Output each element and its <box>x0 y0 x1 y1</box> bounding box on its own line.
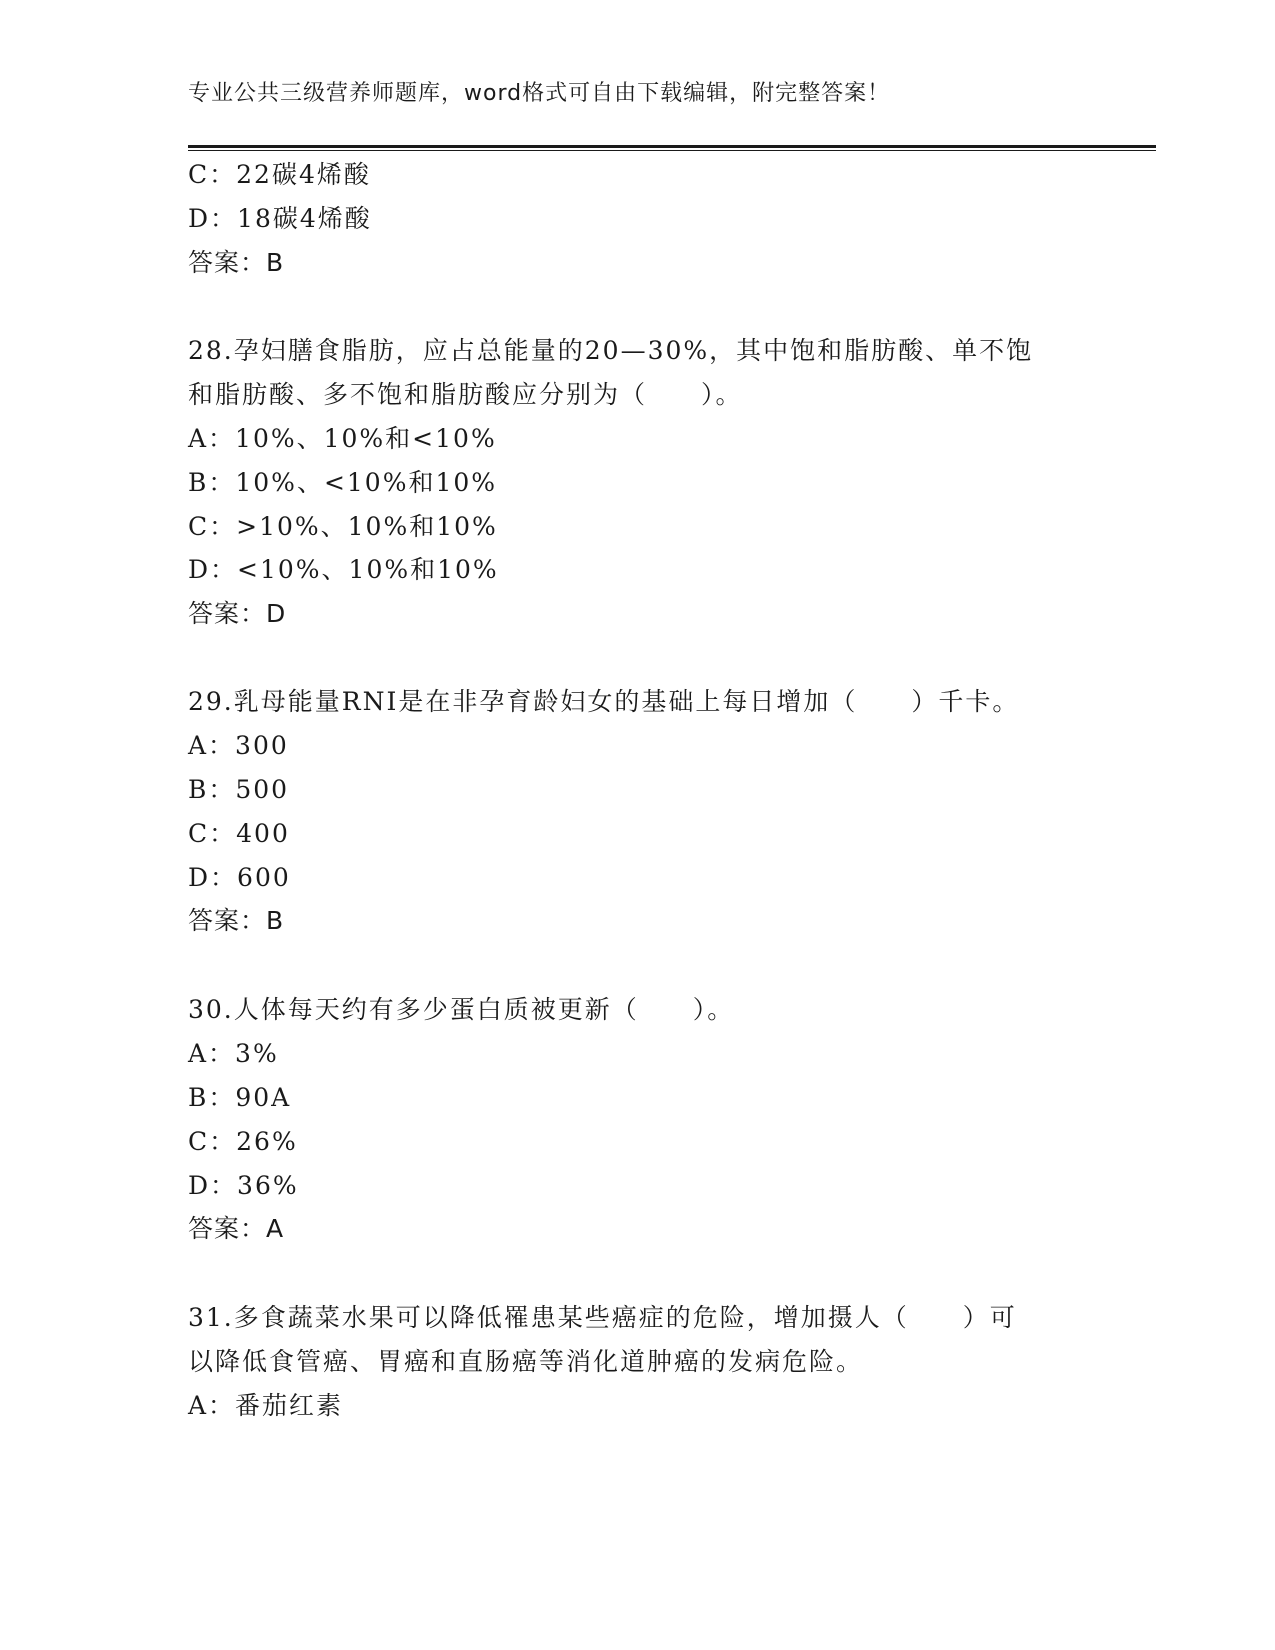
q29-option-a: A：300 <box>188 731 289 760</box>
q30-answer: 答案：A <box>188 1214 285 1243</box>
q27-answer: 答案：B <box>188 248 285 277</box>
q30-option-c: C：26% <box>188 1127 298 1156</box>
q31-stem-line1: 31.多食蔬菜水果可以降低罹患某些癌症的危险，增加摄人（ ）可 <box>188 1303 1017 1332</box>
page-header: 专业公共三级营养师题库，word格式可自由下载编辑，附完整答案！ <box>188 81 891 106</box>
q31-stem-line2: 以降低食管癌、胃癌和直肠癌等消化道肿癌的发病危险。 <box>188 1347 864 1376</box>
q29-option-b: B：500 <box>188 775 290 804</box>
q28-stem-line1: 28.孕妇膳食脂肪，应占总能量的20—30%，其中饱和脂肪酸、单不饱 <box>188 336 1034 365</box>
q28-option-b: B：10%、<10%和10% <box>188 468 498 497</box>
q30-option-d: D：36% <box>188 1171 299 1200</box>
q30-stem-line1: 30.人体每天约有多少蛋白质被更新（ ）。 <box>188 995 735 1024</box>
q29-option-d: D：600 <box>188 863 291 892</box>
q28-option-a: A：10%、10%和<10% <box>188 424 497 453</box>
header-rule-thin <box>188 150 1156 151</box>
q31-option-a: A：番茄红素 <box>188 1391 344 1420</box>
q30-option-b: B：90A <box>188 1083 292 1112</box>
header-rule-thick <box>188 145 1156 148</box>
q27-option-c: C：22碳4烯酸 <box>188 160 371 189</box>
q28-option-d: D：<10%、10%和10% <box>188 555 499 584</box>
q28-option-c: C：>10%、10%和10% <box>188 512 498 541</box>
q29-stem-line1: 29.乳母能量RNI是在非孕育龄妇女的基础上每日增加（ ）千卡。 <box>188 687 1020 716</box>
q29-option-c: C：400 <box>188 819 290 848</box>
q27-option-d: D：18碳4烯酸 <box>188 204 372 233</box>
q29-answer: 答案：B <box>188 906 285 935</box>
q30-option-a: A：3% <box>188 1039 279 1068</box>
q28-stem-line2: 和脂肪酸、多不饱和脂肪酸应分别为（ ）。 <box>188 380 743 409</box>
q28-answer: 答案：D <box>188 599 287 628</box>
